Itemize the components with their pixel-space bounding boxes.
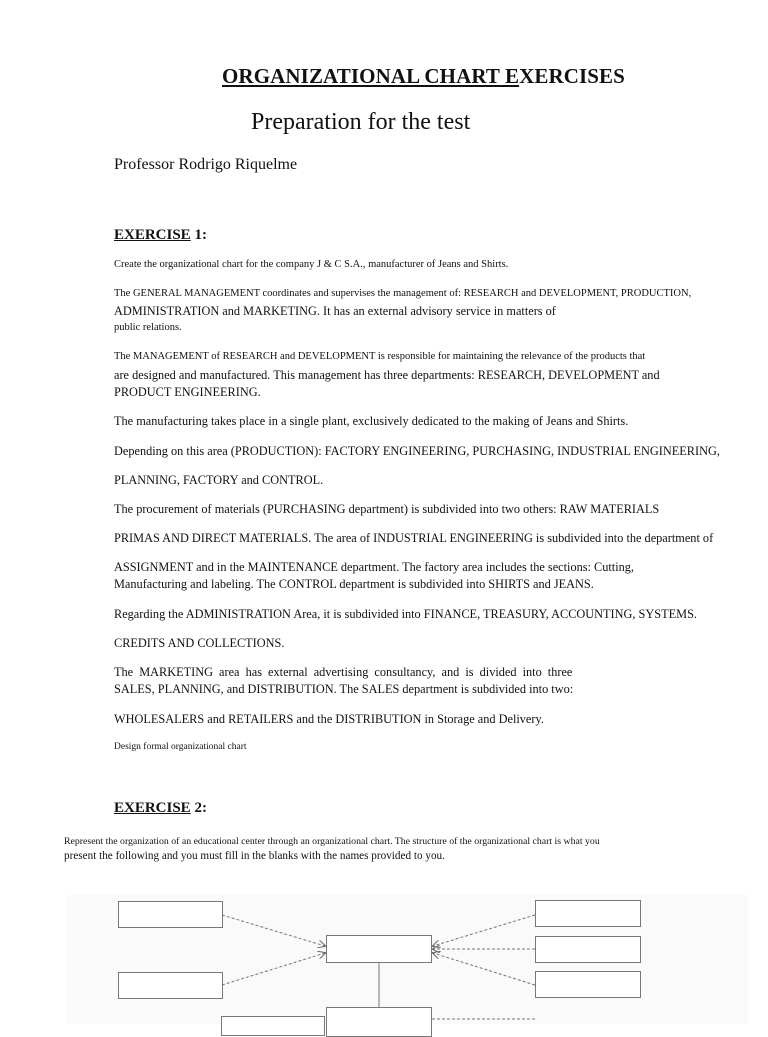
exercise-2-heading-num: 2:	[190, 800, 207, 816]
administration-line-2: CREDITS AND COLLECTIONS.	[114, 636, 285, 650]
design-note: Design formal organizational chart	[114, 742, 247, 752]
chart-box-right-middle	[535, 936, 641, 963]
gm-line-2: ADMINISTRATION and MARKETING. It has an external advisory service in matters of	[114, 304, 556, 318]
exercise-1-heading	[114, 227, 207, 244]
page-subtitle: Preparation for the test	[251, 109, 471, 135]
exercise-1-heading-word: EXERCISE	[114, 227, 191, 243]
administration-line-1: Regarding the ADMINISTRATION Area, it is subdivided into FINANCE, TREASURY, ACCOUNTING, SYSTEMS.	[114, 607, 697, 621]
wholesale-line: WHOLESALERS and RETAILERS and the DISTRIBUTION in Storage and Delivery.	[114, 712, 544, 726]
marketing-line-1: The MARKETING area has external advertising consultancy, and is divided into three	[114, 665, 573, 679]
exercise-2-heading	[114, 800, 207, 817]
exercise-1-heading-num: 1:	[190, 227, 207, 243]
production-line-2: PLANNING, FACTORY and CONTROL.	[114, 473, 324, 487]
chart-box-lower-left	[221, 1016, 325, 1036]
page-title-rest: XERCISES	[519, 64, 625, 88]
gm-line-3: public relations.	[114, 322, 182, 333]
chart-box-center	[326, 935, 432, 963]
chart-box-left-bottom	[118, 972, 223, 999]
connector-left-bottom	[222, 953, 325, 985]
page-title	[222, 64, 625, 89]
rd-line-2: are designed and manufactured. This management has three departments: RESEARCH, DEVELOPMENT and	[114, 368, 660, 382]
connector-right-top	[433, 915, 535, 946]
exercise-2-line-2: present the following and you must fill in the blanks with the names provided to you.	[64, 850, 445, 862]
connector-left-top	[222, 915, 325, 946]
rd-line-3: PRODUCT ENGINEERING.	[114, 385, 261, 399]
chart-box-right-bottom	[535, 971, 641, 998]
professor-name: Professor Rodrigo Riquelme	[114, 156, 298, 173]
connector-right-bottom	[433, 953, 535, 985]
chart-box-lower-center	[326, 1007, 432, 1037]
gm-line-1: The GENERAL MANAGEMENT coordinates and supervises the management of: RESEARCH and DEVELOPMENT, PRODUCTION,	[114, 288, 692, 299]
assignment-line-2: Manufacturing and labeling. The CONTROL department is subdivided into SHIRTS and JEANS.	[114, 577, 594, 591]
production-line-1: Depending on this area (PRODUCTION): FACTORY ENGINEERING, PURCHASING, INDUSTRIAL ENGINEERING,	[114, 444, 720, 458]
marketing-line-2: SALES, PLANNING, and DISTRIBUTION. The SALES department is subdivided into two:	[114, 682, 574, 696]
purchasing-line-2: PRIMAS AND DIRECT MATERIALS. The area of INDUSTRIAL ENGINEERING is subdivided into the department of	[114, 531, 714, 545]
page-title-underlined: ORGANIZATIONAL CHART E	[222, 64, 520, 88]
exercise-1-intro: Create the organizational chart for the company J & C S.A., manufacturer of Jeans and Shirts.	[114, 259, 509, 270]
org-chart-diagram	[66, 895, 748, 1024]
exercise-2-line-1: Represent the organization of an educational center through an organizational chart. The structure of the organizational chart is what you	[64, 836, 600, 847]
chart-box-right-top	[535, 900, 641, 927]
rd-line-1: The MANAGEMENT of RESEARCH and DEVELOPMENT is responsible for maintaining the relevance of the products that	[114, 351, 646, 362]
manufacturing-line: The manufacturing takes place in a single plant, exclusively dedicated to the making of Jeans and Shirts.	[114, 414, 629, 428]
exercise-2-heading-word: EXERCISE	[114, 800, 191, 816]
assignment-line-1: ASSIGNMENT and in the MAINTENANCE department. The factory area includes the sections: Cutting,	[114, 560, 635, 574]
purchasing-line-1: The procurement of materials (PURCHASING department) is subdivided into two others: RAW MATERIALS	[114, 502, 660, 516]
chart-box-left-top	[118, 901, 223, 928]
